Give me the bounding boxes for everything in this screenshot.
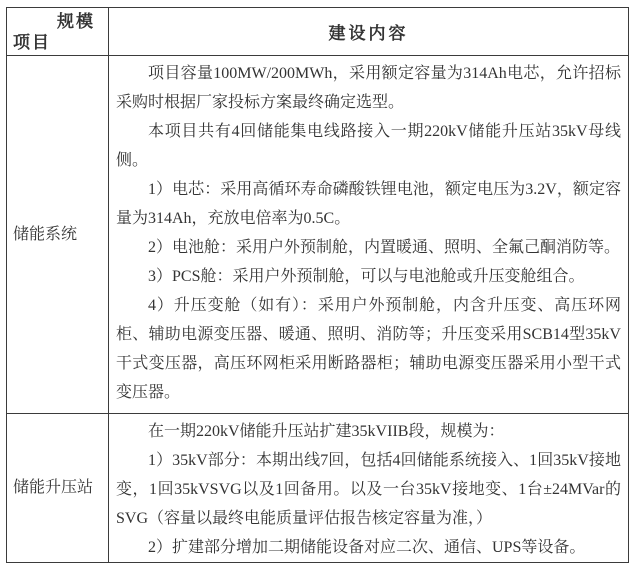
content-paragraph: 2）电池舱：采用户外预制舱，内置暖通、照明、全氟己酮消防等。: [148, 239, 621, 256]
content-paragraph: 在一期220kV储能升压站扩建35kVIIB段，规模为：: [148, 423, 505, 440]
content-paragraph: 项目容量100MW/200MWh，采用额定容量为314Ah电芯，允许招标采购时根据厂家投标方案最终确定选型。: [116, 65, 621, 111]
construction-spec-table: [6, 7, 629, 563]
header-content-column-label: 建设内容: [109, 8, 629, 56]
table-row-booster-station: [7, 414, 629, 563]
content-paragraph: 1）35kV部分：本期出线7回，包括4回储能系统接入、1回35kV接地变，1回35kVSVG以及1回备用。以及一台35kV接地变、1台±24MVar的SVG（容量以最终电能质量评估报告核定容量为准，）: [116, 452, 621, 527]
content-paragraph: 2）扩建部分增加二期储能设备对应二次、通信、UPS等设备。: [148, 539, 586, 556]
header-corner-bottom-label: 项目: [13, 32, 51, 52]
header-corner-cell: [7, 8, 109, 56]
content-paragraph: 1）电芯：采用高循环寿命磷酸铁锂电池，额定电压为3.2V，额定容量为314Ah，充放电倍率为0.5C。: [116, 181, 621, 227]
row-content-storage-system: [109, 56, 629, 414]
table-row-storage-system: [7, 56, 629, 414]
row-label-booster-station: 储能升压站: [7, 414, 109, 563]
header-corner-top-label: 规模: [57, 11, 95, 31]
table-header-row: [7, 8, 629, 56]
content-paragraph: 4）升压变舱（如有）：采用户外预制舱，内含升压变、高压环网柜、辅助电源变压器、暖通、照明、消防等；升压变采用SCB14型35kV干式变压器，高压环网柜采用断路器柜；辅助电源变压器采用小型干式变压器。: [116, 297, 621, 401]
content-paragraph: 3）PCS舱：采用户外预制舱，可以与电池舱或升压变舱组合。: [148, 268, 585, 285]
row-label-storage-system: 储能系统: [7, 56, 109, 414]
content-paragraph: 本项目共有4回储能集电线路接入一期220kV储能升压站35kV母线侧。: [116, 123, 621, 169]
row-content-booster-station: [109, 414, 629, 563]
